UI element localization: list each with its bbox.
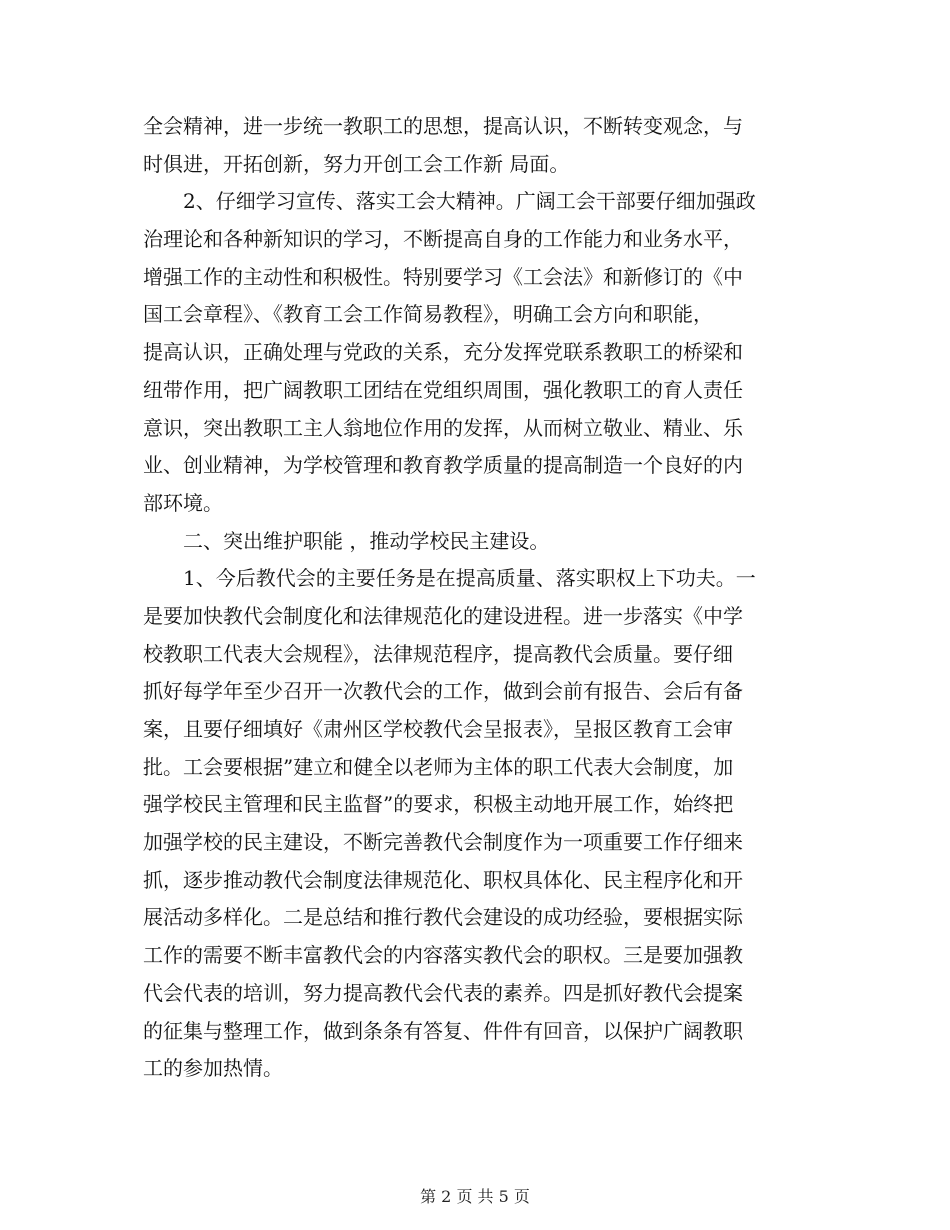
text-line: 工作的需要不断丰富教代会的内容落实教代会的职权。三是要加强教 [143, 943, 743, 968]
page-number-footer: 第 2 页 共 5 页 [420, 1187, 530, 1206]
text-line: 增强工作的主动性和积极性。特别要学习《工会法》和新修订的《中 [143, 264, 743, 289]
text-line: 部环境。 [143, 490, 223, 515]
text-line: 二、突出维护职能 ，推动学校民主建设。 [183, 528, 550, 553]
text-line: 代会代表的培训，努力提高教代会代表的素养。四是抓好教代会提案 [143, 980, 743, 1005]
text-line: 治理论和各种新知识的学习，不断提高自身的工作能力和业务水平， [143, 227, 743, 252]
text-line: 展活动多样化。二是总结和推行教代会建设的成功经验，要根据实际 [143, 905, 743, 930]
text-line: 校教职工代表大会规程》，法律规范程序，提高教代会质量。要仔细 [143, 641, 733, 666]
text-line: 加强学校的民主建设，不断完善教代会制度作为一项重要工作仔细来 [143, 830, 743, 855]
text-line: 全会精神，进一步统一教职工的思想，提高认识，不断转变观念，与 [143, 114, 743, 138]
document-body [143, 108, 817, 1088]
text-line: 业、创业精神，为学校管理和教育教学质量的提高制造一个良好的内 [143, 453, 743, 478]
text-line: 时俱进，开拓创新，努力开创工会工作新 局面。 [143, 151, 570, 176]
text-line: 抓好每学年至少召开一次教代会的工作，做到会前有报告、会后有备 [143, 679, 743, 704]
text-line: 抓，逐步推动教代会制度法律规范化、职权具体化、民主程序化和开 [143, 867, 743, 892]
text-line: 工的参加热情。 [143, 1056, 283, 1081]
text-line: 提高认识，正确处理与党政的关系，充分发挥党联系教职工的桥梁和 [143, 340, 743, 365]
text-line: 纽带作用，把广阔教职工团结在党组织周围，强化教职工的育人责任 [143, 377, 743, 402]
text-line: 意识，突出教职工主人翁地位作用的发挥，从而树立敬业、精业、乐 [143, 415, 743, 440]
text-line: 案，且要仔细填好《肃州区学校教代会呈报表》，呈报区教育工会审 [143, 717, 733, 741]
text-line: 的征集与整理工作，做到条条有答复、件件有回音，以保护广阔教职 [143, 1018, 743, 1043]
text-line: 是要加快教代会制度化和法律规范化的建设进程。进一步落实《中学 [143, 603, 743, 628]
text-line: 强学校民主管理和民主监督”的要求，积极主动地开展工作，始终把 [143, 792, 734, 817]
text-line: 2、仔细学习宣传、落实工会大精神。广阔工会干部要仔细加强政 [183, 189, 756, 214]
text-line: 批。工会要根据”建立和健全以老师为主体的职工代表大会制度，加 [143, 754, 734, 779]
text-line: 国工会章程》、《教育工会工作简易教程》，明确工会方向和职能， [143, 302, 713, 327]
text-line: 1、今后教代会的主要任务是在提高质量、落实职权上下功夫。一 [183, 566, 756, 591]
